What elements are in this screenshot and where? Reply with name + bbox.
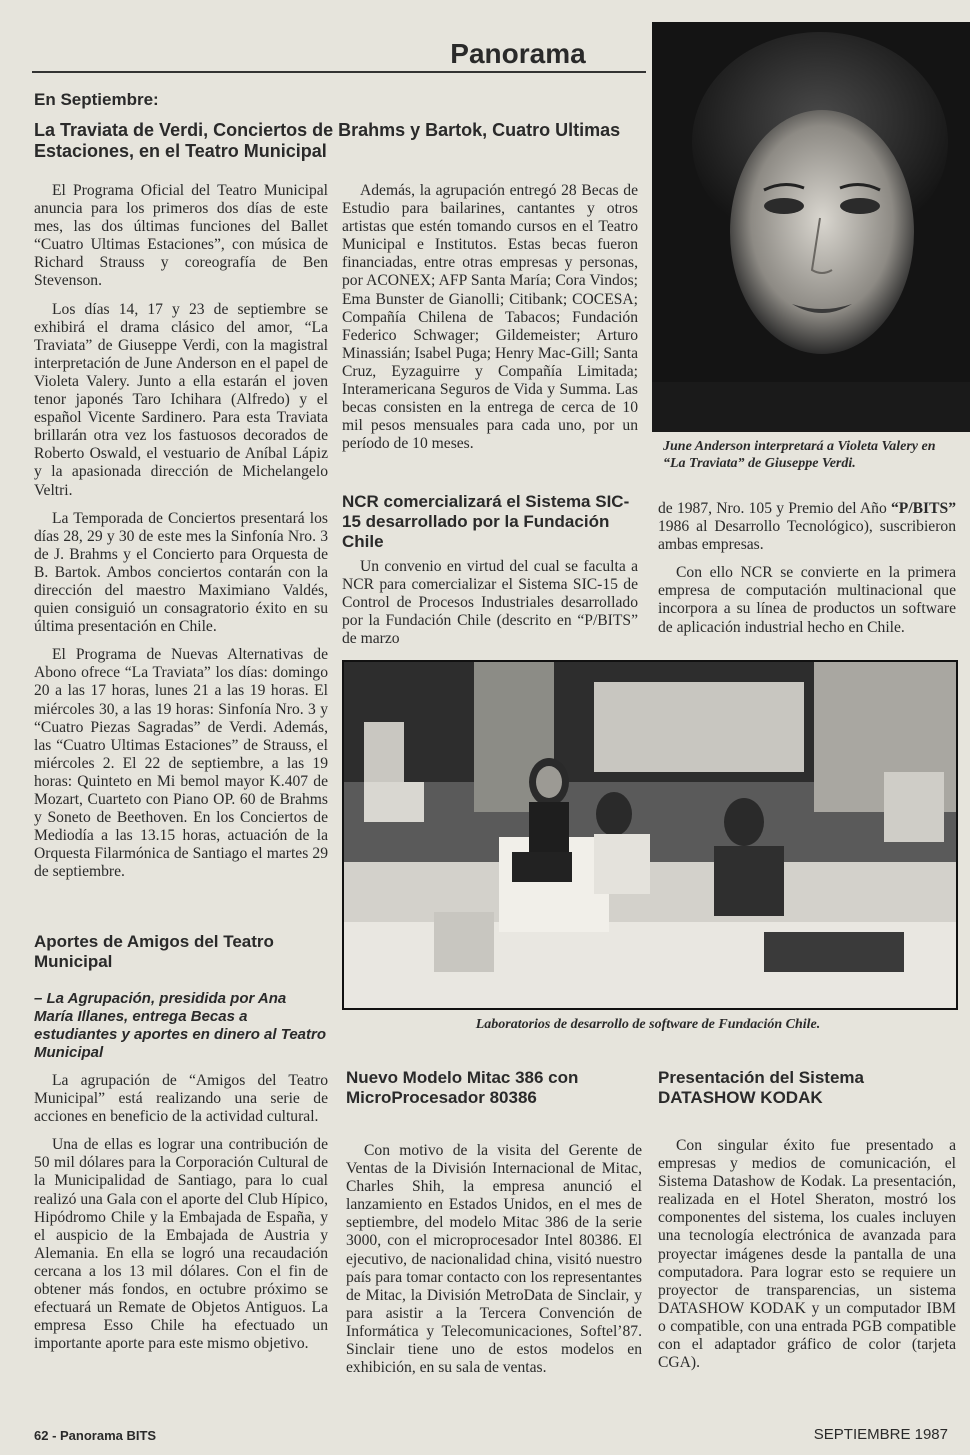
text-run: 1986 al Desarrollo Tecnológico), suscribieron ambas empresas. [658,518,956,554]
headline-mitac: Nuevo Modelo Mitac 386 con MicroProcesador 80386 [346,1068,579,1107]
lab-illustration [344,662,956,1008]
footer-date: SEPTIEMBRE 1987 [813,1426,948,1443]
paragraph: Además, la agrupación entregó 28 Becas de Estudio para bailarines, cantantes y otros artistas que estén tomando cursos en el Teatro Municipal e Institutos. Estas becas fueron financiadas, entre otras empresas y personas, por ACONEX; AFP Santa María; Cora Vindos; Ema Bunster de Gianolli; Citibank; COCESA; Compañía Chilena de Tabacos; Fundación Federico Schwager; Gildemeister; Arturo Minassián; Isabel Puga; Henry Mac-Gill; Santa Cruz, Eyzaguirre y Compañía Limitada; Interamericana Seguros de Vida y Summa. Las becas consisten en la entrega de cerca de 10 mil pesos mensuales para cada uno, por un período de 10 meses. [342,182,638,453]
paragraph: La Temporada de Conciertos presentará los días 28, 29 y 30 de este mes la Sinfonía Nro. 3 de J. Brahms y el Concierto para Orquesta de B. Bartok. Ambos conciertos contarán con la dirección del maestro Maximiano Valdés, quien consiguió un consagratorio éxito en su última presentación en Chile. [34,509,328,636]
paragraph: Con motivo de la visita del Gerente de Ventas de la División Internacional de Mitac, Charles Shih, la empresa anunció el lanzamiento en Estados Unidos, en el mes de septiembre, del modelo Mitac 386 de la serie 3000, con el microprocesador Intel 80386. El ejecutivo, de nacionalidad china, visitó nuestro país para tomar contacto con los representantes de Mitac, la División MetroData de Sinclair, y para asistir a la Tercera Convención de Informática y Telecomunicaciones, Softel’87. Sinclair tiene uno de estos modelos en exhibición, en su sala de ventas. [346,1142,642,1377]
main-headline: La Traviata de Verdi, Conciertos de Brahms y Bartok, Cuatro Ultimas Estaciones, en el Teatro Municipal [34,120,621,161]
paragraph: Una de ellas es lograr una contribución de 50 mil dólares para la Corporación Cultural de la Municipalidad de Santiago, para lo cual realizó una Gala con el aporte del Club Hípico, Hipódromo Chile y la Embajada de España, y el auspicio de la Embajada de Austria y Alemania. En ella se logró una recaudación cercana a los 13 mil dólares. Con el fin de obtener más fondos, en octubre próximo se efectuará un Remate de Objetos Antiguos. La empresa Esso Chile ha efectuado un importante aporte para este mismo objetivo. [34,1136,329,1353]
lab-photo [342,660,958,1010]
column-2 [342,182,638,463]
portrait-caption: June Anderson interpretará a Violeta Valery en “La Traviata” de Giuseppe Verdi. [663,439,936,471]
paragraph [658,500,956,554]
paragraph: El Programa Oficial del Teatro Municipal anuncia para los primeros dos días de este mes, las dos últimas funciones del Ballet “Cuatro Ultimas Estaciones”, con música de Richard Strauss y coreografía de Ben Stevenson. [34,182,328,290]
headline-amigos: Aportes de Amigos del Teatro Municipal [34,932,274,971]
text-run-bold: “P/BITS” [891,500,956,517]
lab-caption: Laboratorios de desarrollo de software de Fundación Chile. [475,1017,821,1032]
column-3-ncr [658,500,956,647]
title-rule [32,71,646,73]
column-1 [34,182,328,891]
column-datashow [658,1137,956,1382]
headline-ncr: NCR comercializará el Sistema SIC-15 desarrollado por la Fundación Chile [342,492,630,551]
section-title: Panorama [450,38,586,69]
portrait-illustration [652,22,970,432]
paragraph: Un convenio en virtud del cual se faculta a NCR para comercializar el Sistema SIC-15 de Control de Procesos Industriales desarrollado por la Fundación Chile (descrito en “P/BITS” de marzo [342,558,638,648]
paragraph: Con singular éxito fue presentado a empresas y medios de comunicación, el Sistema Datashow de Kodak. La presentación, realizada en el Hotel Sheraton, mostró los componentes del sistema, los cuales incluyen una tecnología electrónica de avanzada para proyectar imágenes desde la pantalla de una computadora. Para lograr esto se requiere un proyector de transparencias, un sistema DATASHOW KODAK y un computador IBM o compatible, con una entrada PGB compatible con el adaptador gráfico de color (tarjeta CGA). [658,1137,956,1372]
paragraph: La agrupación de “Amigos del Teatro Municipal” está realizando una serie de acciones en beneficio de la actividad cultural. [34,1072,328,1126]
text-run: de 1987, Nro. 105 y Premio del Año [658,500,891,517]
kicker: En Septiembre: [34,90,159,109]
paragraph: Con ello NCR se convierte en la primera empresa de computación multinacional que incorpora a su línea de productos un software de aplicación industrial hecho en Chile. [658,564,956,636]
subheadline-amigos: – La Agrupación, presidida por Ana María Illanes, entrega Becas a estudiantes y aportes en dinero al Teatro Municipal [34,990,327,1061]
footer-page-number: 62 - Panorama BITS [34,1428,157,1443]
column-1-bottom [34,1072,328,1363]
column-2-ncr [342,558,638,658]
paragraph: El Programa de Nuevas Alternativas de Abono ofrece “La Traviata” los días: domingo 20 a las 17 horas, lunes 21 a las 19 horas. El miércoles 30, a las 19 horas: Sinfonía Nro. 3 y “Cuatro Piezas Sagradas” de Verdi. Además, las “Cuatro Ultimas Estaciones” de Strauss, el miércoles 2. El 22 de septiembre, a las 19 horas: Quinteto en Mi bemol mayor K.407 de Mozart, Cuarteto con Piano OP. 60 de Brahms y Soneto de Beethoven. En los Conciertos de Mediodía a las 13.15 horas, actuación de la Orquesta Filarmónica de Santiago el martes 29 de septiembre. [34,646,328,881]
paragraph: Los días 14, 17 y 23 de septiembre se exhibirá el drama clásico del amor, “La Traviata” de Giuseppe Verdi, con la magistral interpretación de June Anderson en el papel de Violeta Valery. Junto a ella estarán el joven tenor japonés Taro Ichihara (Alfredo) y el español Vicente Sardinero. Para esta Traviata brillarán otra vez los fastuosos decorados de Roberto Oswald, el vestuario de Aníbal Lápiz y la apasionada dirección de Michelangelo Veltri. [34,300,328,499]
portrait-photo [652,22,970,432]
headline-datashow: Presentación del Sistema DATASHOW KODAK [658,1068,864,1107]
column-mitac [346,1142,642,1387]
